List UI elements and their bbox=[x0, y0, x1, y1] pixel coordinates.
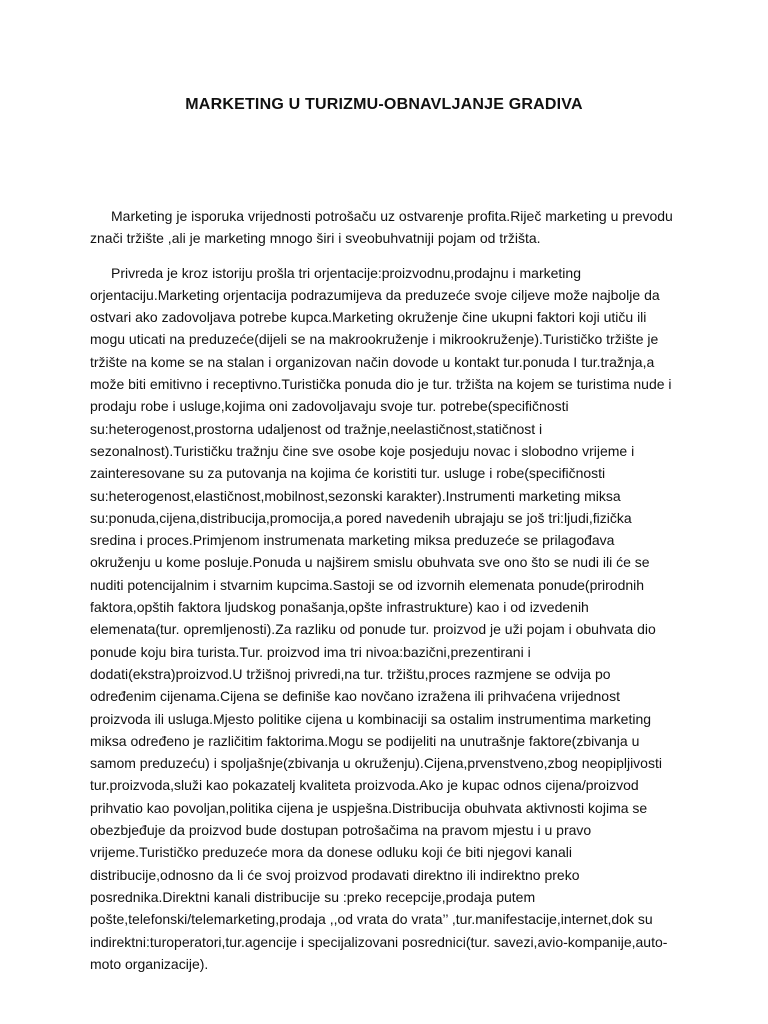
document-body bbox=[90, 205, 675, 987]
paragraph-main: Privreda je kroz istoriju prošla tri orjentacije:proizvodnu,prodajnu i marketing orjentaciju.Marketing orjentacija podrazumijeva da preduzeće svoje ciljeve može najbolje da ostvari ako zadovoljava potrebe kupca.Marketing okruženje čine ukupni faktori koji utiču ili mogu uticati na preduzeće(dijeli se na makrookruženje i mikrookruženje).Turističko tržište je tržište na kome se na stalan i organizovan način dovode u kontakt tur.ponuda I tur.tražnja,a može biti emitivno i receptivno.Turistička ponuda dio je tur. tržišta na kojem se turistima nude i prodaju robe i usluge,kojima oni zadovoljavaju svoje tur. potrebe(specifičnosti su:heterogenost,prostorna udaljenost od tražnje,neelastičnost,statičnost i sezonalnost).Turističku tražnju čine sve osobe koje posjeduju novac i slobodno vrijeme i zainteresovane su za putovanja na kojima će koristiti tur. usluge i robe(specifičnosti su:heterogenost,elastičnost,mobilnost,sezonski karakter).Instrumenti marketing miksa su:ponuda,cijena,distribucija,promocija,a pored navedenih ubrajaju se još tri:ljudi,fizička sredina i proces.Primjenom instrumenata marketing miksa preduzeće se prilagođava okruženju u kome posluje.Ponuda u najširem smislu obuhvata sve ono što se nudi ili će se nuditi potencijalnim i stvarnim kupcima.Sastoji se od izvornih elemenata ponude(prirodnih faktora,opštih faktora ljudskog ponašanja,opšte infrastrukture) kao i od izvedenih elemenata(tur. opremljenosti).Za razliku od ponude tur. proizvod je uži pojam i obuhvata dio ponude koju bira turista.Tur. proizvod ima tri nivoa:bazični,prezentirani i dodati(ekstra)proizvod.U tržišnoj privredi,na tur. tržištu,proces razmjene se odvija po određenim cijenama.Cijena se definiše kao novčano izražena ili prihvaćena vrijednost proizvoda ili usluga.Mjesto politike cijena u kombinaciji sa ostalim instrumentima marketing miksa određeno je različitim faktorima.Mogu se podijeliti na unutrašnje faktore(zbivanja u samom preduzeću) i spoljašnje(zbivanja u okruženju).Cijena,prvenstveno,zbog neopipljivosti tur.proizvoda,služi kao pokazatelj kvaliteta proizvoda.Ako je kupac odnos cijena/proizvod prihvatio kao povoljan,politika cijena je uspješna.Distribucija obuhvata aktivnosti kojima se obezbjeđuje da proizvod bude dostupan potrošačima na pravom mjestu i u pravo vrijeme.Turističko preduzeće mora da donese odluku koji će biti njegovi kanali distribucije,odnosno da li će svoj proizvod prodavati direktno ili indirektno preko posrednika.Direktni kanali distribucije su :preko recepcije,prodaja putem pošte,telefonski/telemarketing,prodaja ,,od vrata do vrata’’ ,tur.manifestacije,internet,dok su indirektni:turoperatori,tur.agencije i specijalizovani posrednici(tur. savezi,avio-kompanije,auto-moto organizacije). bbox=[90, 264, 672, 972]
paragraph-intro: Marketing je isporuka vrijednosti potrošaču uz ostvarenje profita.Riječ marketing u prevodu znači tržište ,ali je marketing mnogo širi i sveobuhvatniji pojam od tržišta. bbox=[90, 208, 673, 247]
document-title: MARKETING U TURIZMU-OBNAVLJANJE GRADIVA bbox=[185, 96, 583, 113]
